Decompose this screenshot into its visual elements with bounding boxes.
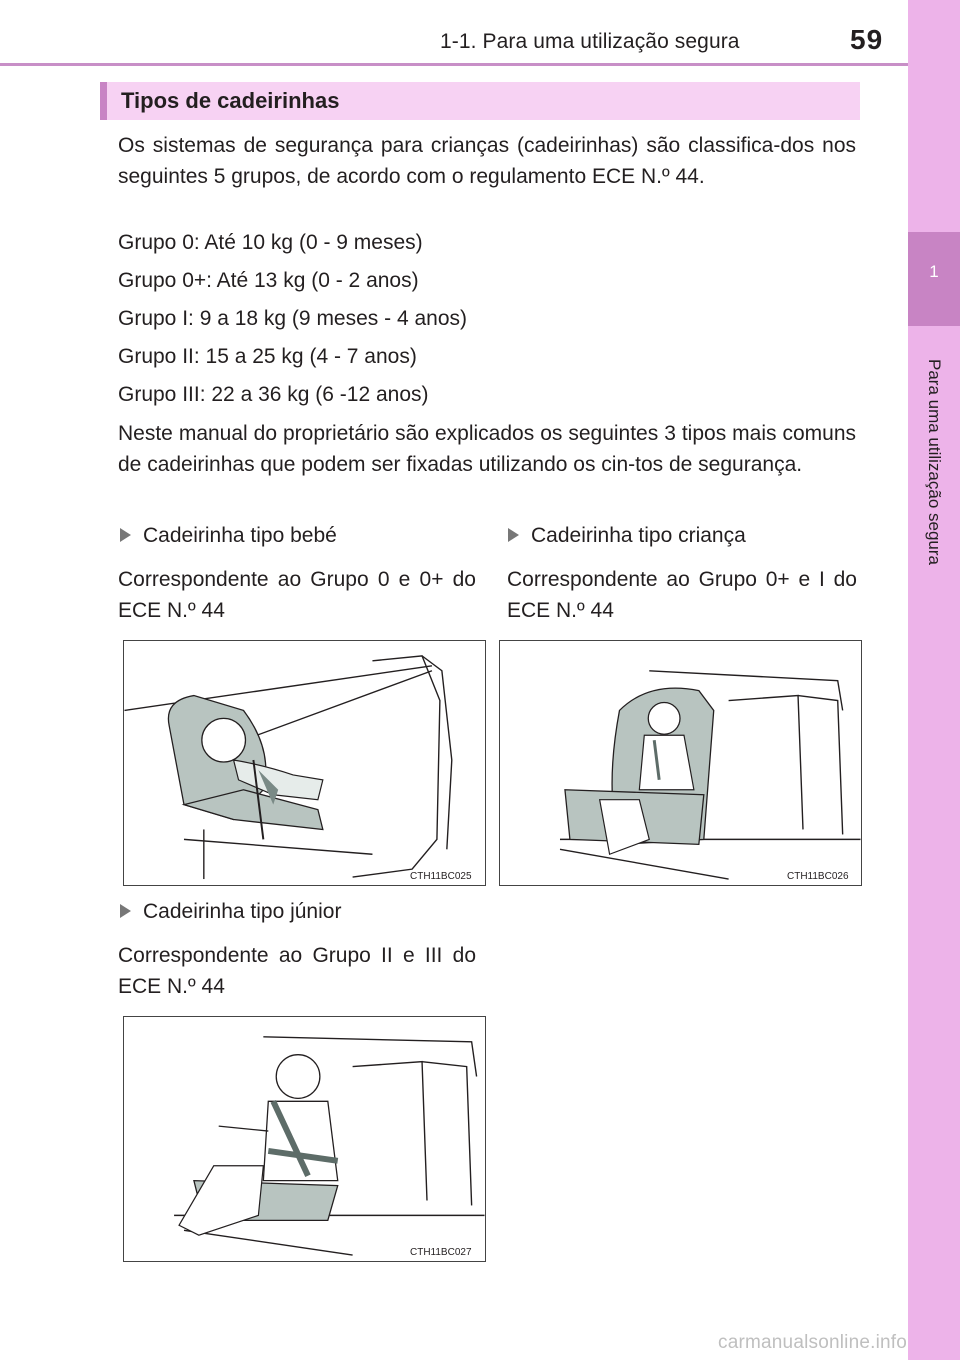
seat-type-heading xyxy=(508,522,746,550)
infant-seat-illustration xyxy=(123,640,486,886)
seat-type-heading xyxy=(120,522,337,550)
chapter-number: 1 xyxy=(929,262,939,281)
group-line: Grupo 0+: Até 13 kg (0 - 2 anos) xyxy=(118,269,419,292)
junior-seat-illustration xyxy=(123,1016,486,1262)
group-line: Grupo III: 22 a 36 kg (6 -12 anos) xyxy=(118,383,429,406)
section-heading-box xyxy=(100,82,860,120)
junior-seat-drawing xyxy=(124,1017,485,1261)
side-chapter-strip xyxy=(908,0,960,1360)
triangle-bullet-icon xyxy=(508,528,519,542)
figure-code: CTH11BC027 xyxy=(410,1247,472,1258)
section-heading: Tipos de cadeirinhas xyxy=(121,88,340,113)
group-line: Grupo II: 15 a 25 kg (4 - 7 anos) xyxy=(118,345,417,368)
seat-type-title: Cadeirinha tipo bebé xyxy=(143,524,337,547)
figure-code: CTH11BC026 xyxy=(787,871,849,882)
figure-code: CTH11BC025 xyxy=(410,871,472,882)
triangle-bullet-icon xyxy=(120,904,131,918)
summary-paragraph: Neste manual do proprietário são explicados os seguintes 3 tipos mais comuns de cadeirinhas que podem ser fixadas utilizando os cin-tos de segurança. xyxy=(118,422,856,476)
group-line: Grupo I: 9 a 18 kg (9 meses - 4 anos) xyxy=(118,307,468,330)
watermark: carmanualsonline.info xyxy=(718,1332,908,1353)
group-line: Grupo 0: Até 10 kg (0 - 9 meses) xyxy=(118,231,423,254)
child-seat-drawing xyxy=(500,641,861,885)
infant-seat-drawing xyxy=(124,641,485,885)
seat-type-title: Cadeirinha tipo criança xyxy=(531,524,746,547)
triangle-bullet-icon xyxy=(120,528,131,542)
seat-type-title: Cadeirinha tipo júnior xyxy=(143,900,342,923)
seat-type-description: Correspondente ao Grupo II e III do ECE N.º 44 xyxy=(118,944,476,998)
running-header-section: 1-1. Para uma utilização segura xyxy=(440,30,740,53)
seat-type-description: Correspondente ao Grupo 0 e 0+ do ECE N.º 44 xyxy=(118,568,476,622)
child-seat-illustration xyxy=(499,640,862,886)
chapter-title-text: Para uma utilização segura xyxy=(925,358,944,566)
seat-type-description: Correspondente ao Grupo 0+ e I do ECE N.º 44 xyxy=(507,568,857,622)
intro-paragraph: Os sistemas de segurança para crianças (cadeirinhas) são classifica-dos nos seguintes 5 grupos, de acordo com o regulamento ECE N.º 44. xyxy=(118,134,856,188)
page-number: 59 xyxy=(850,24,884,55)
seat-type-heading xyxy=(120,898,341,926)
header-rule xyxy=(0,63,908,66)
